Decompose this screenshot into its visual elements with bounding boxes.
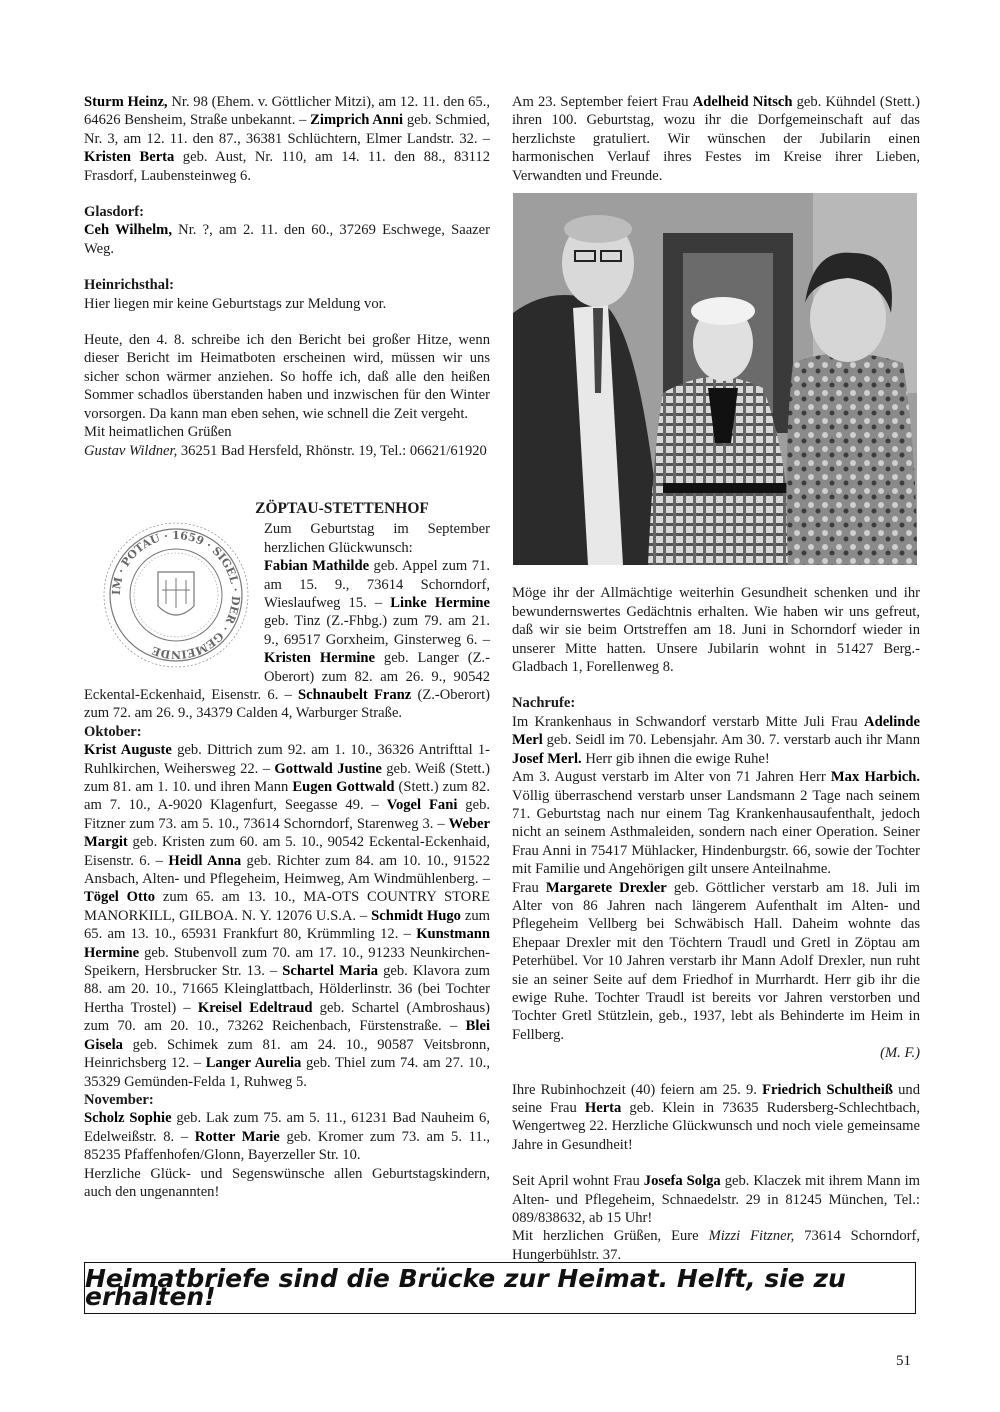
person-name: Friedrich Schultheiß — [762, 1081, 893, 1098]
closing-greeting — [512, 1227, 920, 1264]
entry-text: Völlig überraschend verstarb unser Landsmann 2 Tage nach seinem 71. Geburtstag nach nur einem Tag Krankenhausaufenthalt, jedoch nicht an seinem Asthmaleiden, sondern nach einer Operation. Seiner Frau Anni in 75417 Mühlacker, Hindenburgstr. 66, sowie der Tochter mit Familie und Angehörigen gilt unsere Anteilnahme. — [512, 787, 920, 878]
ruby-anniversary — [512, 1081, 920, 1155]
person-name: Schmidt Hugo — [371, 907, 461, 924]
person-name: Krist Auguste — [84, 742, 172, 759]
entry-text: geb. Tinz (Z.-Fhbg.) zum 79. am 21. 9., 69517 Gorxheim, Ginsterweg 6. – — [264, 613, 490, 648]
entry-text: geb. Schimek zum 81. am 24. 10., 90587 Veitsbronn, Heinrichsberg 12. – — [84, 1036, 490, 1072]
person-name: Tögel Otto — [84, 889, 156, 906]
entry-text: Am 23. September feiert Frau — [512, 94, 693, 110]
person-name: Schartel Maria — [282, 963, 379, 980]
person-name: Max Harbich. — [830, 769, 920, 786]
entry-text: geb. Stubenvoll zum 70. am 17. 10., 91233 Neunkirchen-Speikern, Hersbrucker Str. 13. – — [84, 944, 490, 980]
entry-text: geb. Weiß (Stett.) zum 81. am 1. 10. und ihren Mann — [84, 760, 490, 795]
person-name: Sturm Heinz, — [84, 94, 168, 110]
person-name: Vogel Fani — [386, 797, 458, 814]
entry-text: geb. Klavora zum 88. am 20. 10., 71665 Kleinglattbach, Hölderlinstr. 36 (bei Tochter Hertha Trostel) – — [84, 963, 490, 1016]
person-name: Gottwald Justine — [274, 760, 382, 777]
entry-text: Seit April wohnt Frau — [512, 1173, 644, 1190]
glasdorf-heading: Glasdorf: — [84, 204, 144, 221]
closing-greeting-text: Mit herzlichen Grüßen, Eure — [512, 1228, 709, 1245]
entry-text: zum 65. am 13. 10., 65931 Frankfurt 80, Krümmling 12. – — [84, 907, 491, 943]
section-title: ZÖPTAU-STETTENHOF — [255, 499, 429, 517]
person-name: Adelheid Nitsch — [692, 94, 793, 110]
village-seal-image — [96, 520, 256, 670]
person-name: Margarete Drexler — [545, 879, 667, 896]
person-name: Kristen Berta — [84, 149, 175, 166]
solga-notice — [512, 1172, 920, 1227]
right-column — [512, 93, 920, 1264]
person-name: Scholz Sophie — [84, 1110, 172, 1127]
entry-text: geb. Kristen zum 60. am 5. 10., 90542 Eckental-Eckenhaid, Eisenstr. 6. – — [84, 834, 490, 869]
report-text: Heute, den 4. 8. schreibe ich den Bericht bei großer Hitze, wenn dieser Bericht im Heimatboten erscheinen wird, müssen wir uns sicher schon wärmer anziehen. So hoffe ich, daß alle den heißen Sommer schadlos überstanden haben und inzwischen für den Winter vorsorgen. Da kann man eben sehen, wie schnell die Zeit vergeht. — [84, 332, 490, 422]
entry-text: Nr. ?, am 2. 11. den 60., 37269 Eschwege, Saazer Weg. — [84, 222, 490, 257]
entry-text: Im Krankenhaus in Schwandorf verstarb Mitte Juli Frau — [512, 713, 865, 730]
november-heading: November: — [84, 1091, 154, 1108]
heinrichsthal-heading: Heinrichsthal: — [84, 277, 174, 294]
zoeptau-section — [84, 520, 490, 1201]
entry-text: geb. Thiel zum 74. am 27. 10., 35329 Gemünden-Felda 1, Ruhweg 5. — [84, 1055, 491, 1090]
person-name: Josefa Solga — [643, 1173, 721, 1190]
person-name: Linke Hermine — [390, 594, 491, 611]
entry-text: zum 65. am 13. 10., MA-OTS COUNTRY STORE MANORKILL, GILBOA. N. Y. 12076 U.S.A. – — [84, 889, 490, 924]
entry-text: geb. Klein in 73635 Rudersberg-Schlechtbach, Wengertweg 22. Herzliche Glückwunsch und noch viele gemeinsame Jahre in Gesundheit! — [512, 1100, 920, 1153]
closing-greeting-name: Mizzi Fitzner, — [708, 1228, 795, 1245]
person-name: Herta — [584, 1100, 622, 1116]
entry-text: Frau — [512, 879, 546, 896]
nachrufe-heading: Nachrufe: — [512, 695, 576, 712]
birthday-list-intro — [84, 93, 490, 185]
person-name: Langer Aurelia — [205, 1055, 302, 1072]
signature-name: Gustav Wildner, — [84, 442, 178, 459]
person-name: Rotter Marie — [194, 1128, 280, 1145]
glasdorf-entries — [84, 221, 490, 258]
person-name: Blei Gisela — [84, 1018, 490, 1053]
heimatbriefe-banner: Heimatbriefe sind die Brücke zur Heimat. Helft, sie zu erhalten! — [84, 1262, 916, 1314]
obituary-harbich — [512, 768, 920, 878]
oktober-heading: Oktober: — [84, 723, 142, 740]
jubilarin-wishes: Möge ihr der Allmächtige weiterhin Gesundheit schenken und ihr bewundernswertes Gedächtnis erhalten. Wie haben wir uns gefreut, daß wir sie beim Ortstreffen am 18. Juni in Schorndorf wieder in unserer Mitte hatten. Unsere Jubilarin wohnt in 51427 Berg.-Gladbach 1, Forellenweg 8. — [512, 585, 920, 676]
entry-text: Herr gib ihnen die ewige Ruhe! — [581, 750, 770, 767]
greeting: Mit heimatlichen Grüßen — [84, 424, 232, 441]
entry-text: Am 3. August verstarb im Alter von 71 Jahren Herr — [512, 769, 831, 786]
oktober-entries — [84, 741, 490, 1091]
entry-text: Nr. 98 (Ehem. v. Göttlicher Mitzi), am 12. 11. den 65., 64626 Bensheim, Straße unbekannt. – — [84, 94, 490, 129]
entry-text: geb. Lak zum 75. am 5. 11., 61231 Bad Nauheim 6, Edelweißstr. 8. – — [84, 1110, 490, 1145]
signature-address: 36251 Bad Hersfeld, Rhönstr. 19, Tel.: 06621/61920 — [177, 442, 487, 459]
entry-text: geb. Schartel (Ambroshaus) zum 70. am 20. 10., 73262 Reichenbach, Fürstenstraße. – — [84, 999, 490, 1035]
entry-text: (Stett.) zum 82. am 7. 10., A-9020 Klagenfurt, Seegasse 49. – — [84, 779, 490, 814]
person-name: Fabian Mathilde — [264, 558, 370, 575]
closing-greeting-address: 73614 Schorndorf, Hungerbühlstr. 37. — [512, 1228, 920, 1263]
entry-text: Ihre Rubinhochzeit (40) feiern am 25. 9. — [512, 1081, 763, 1098]
entry-text: geb. Richter zum 84. am 10. 10., 91522 Ansbach, Alten- und Pflegeheim, Heimweg, Am Windmühlenberg. – — [84, 852, 490, 888]
person-name: Kreisel Edeltraud — [197, 999, 313, 1016]
person-name: Schnaubelt Franz — [298, 686, 412, 703]
entry-text: und seine Frau — [512, 1081, 921, 1116]
entry-text: geb. Schmied, Nr. 3, am 12. 11. den 87., 36381 Schlüchtern, Elmer Landstr. 32. – — [84, 112, 490, 147]
entry-text: geb. Aust, Nr. 110, am 14. 11. den 88., 83112 Frasdorf, Laubensteinweg 6. — [84, 149, 490, 184]
entry-text: geb. Langer (Z.-Oberort) zum 82. am 26. 9., 90542 Eckental-Eckenhaid, Eisenstr. 6. – — [84, 650, 490, 703]
seal-inscription: IM · POTAU · 1659 · SIGEL · DER · GEMEINDE — [109, 529, 243, 662]
person-name: Eugen Gottwald — [292, 779, 395, 795]
november-entries — [84, 1109, 490, 1164]
person-name: Zimprich Anni — [310, 112, 404, 129]
entry-text: geb. Kromer zum 73. am 5. 11., 85235 Pfaffenhofen/Glonn, Bayerzeller Str. 10. — [84, 1128, 490, 1164]
closing-wishes: Herzliche Glück- und Segenswünsche allen Geburtstagskindern, auch den ungenannten! — [84, 1165, 490, 1200]
person-name: Kunstmann Hermine — [84, 926, 490, 961]
signature — [84, 442, 490, 460]
obituary-drexler — [512, 879, 920, 1045]
obituary-merl — [512, 713, 920, 768]
zoeptau-intro: Zum Geburtstag im September herzlichen Glückwunsch: — [264, 521, 490, 556]
page-number: 51 — [896, 1353, 911, 1369]
author-initials: (M. F.) — [880, 1045, 920, 1062]
centenarian-announcement — [512, 93, 920, 185]
entry-text: (Z.-Oberort) zum 72. am 26. 9., 34379 Calden 4, Warburger Straße. — [84, 686, 490, 722]
entry-text: geb. Seidl im 70. Lebensjahr. Am 30. 7. verstarb auch ihr Mann — [542, 732, 920, 749]
left-column — [84, 93, 490, 1201]
jubilee-photo — [513, 193, 917, 565]
person-name: Ceh Wilhelm, — [84, 222, 172, 239]
person-name: Weber Margit — [84, 815, 490, 851]
person-name: Adelinde Merl — [512, 713, 920, 749]
heinrichsthal-text: Hier liegen mir keine Geburtstags zur Meldung vor. — [84, 295, 387, 312]
person-name: Josef Merl. — [512, 750, 582, 767]
entry-text: geb. Klaczek mit ihrem Mann im Alten- und Pflegeheim, Schnaedelstr. 29 in 81245 München, Tel.: 089/838632, ab 15 Uhr! — [512, 1173, 920, 1227]
person-name: Kristen Hermine — [264, 650, 376, 667]
woman-figure — [786, 353, 917, 565]
entry-text: geb. Dittrich zum 92. am 1. 10., 36326 Antrifttal 1-Ruhlkirchen, Weihersweg 22. – — [84, 742, 490, 777]
entry-text: geb. Appel zum 71. am 15. 9., 73614 Schorndorf, Wieslaufweg 15. – — [264, 558, 490, 611]
person-name: Heidl Anna — [168, 852, 242, 869]
entry-text: geb. Kühndel (Stett.) ihren 100. Geburtstag, wozu ihr die Dorfgemeinschaft auf das herzlichste gratuliert. Wir wünschen der Jubilarin einen harmonischen Verlauf ihres Festes im Kreise ihrer Lieben, Verwandten und Freunde. — [512, 94, 920, 184]
entry-text: geb. Göttlicher verstarb am 18. Juli im Alter von 86 Jahren nach längerem Aufenthalt im Alten- und Pflegeheim Vellberg bei Schwäbisch Hall. Daheim wohnte das Ehepaar Drexler mit den Töchtern Traudl und Gretl in Zöptau am Peterhübel. Vor 10 Jahren verstarb ihr Mann Adolf Drexler, nun ruht sie an seiner Seite auf dem Friedhof in Murrhardt. Herr gib ihr die ewige Ruhe. Tochter Traudl ist bereits vor Jahren verstorben und Tochter Gretl Stützlein, geb., 1937, lebt als Behinderte im Heim in Fellberg. — [512, 879, 920, 1043]
entry-text: geb. Fitzner zum 73. am 5. 10., 73614 Schorndorf, Starenweg 3. – — [84, 797, 491, 832]
